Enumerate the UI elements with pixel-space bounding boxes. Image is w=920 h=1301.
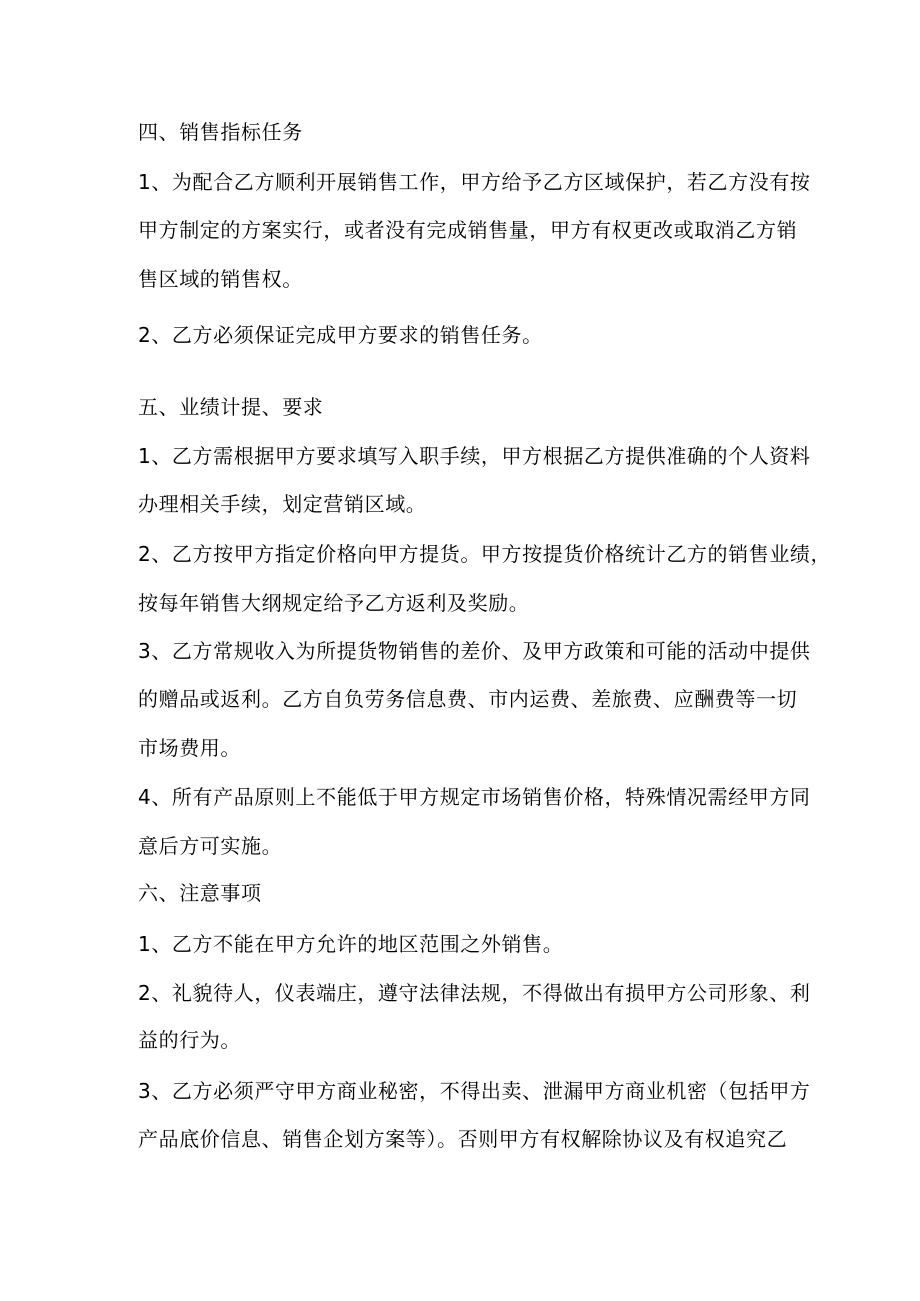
paragraph-line: 1、乙方不能在甲方允许的地区范围之外销售。 [138, 932, 564, 956]
paragraph-line: 市场费用。 [138, 736, 241, 760]
paragraph-line: 益的行为。 [138, 1028, 241, 1052]
paragraph-line: 2、礼貌待人，仪表端庄，遵守法律法规，不得做出有损甲方公司形象、利 [138, 981, 811, 1005]
paragraph-line: 2、乙方按甲方指定价格向甲方提货。甲方按提货价格统计乙方的销售业绩， [138, 542, 832, 566]
section-heading-notes: 六、注意事项 [138, 881, 262, 905]
paragraph-line: 1、为配合乙方顺利开展销售工作，甲方给予乙方区域保护，若乙方没有按 [138, 170, 811, 194]
paragraph-line: 1、乙方需根据甲方要求填写入职手续，甲方根据乙方提供准确的个人资料 [138, 444, 811, 468]
paragraph-line: 售区域的销售权。 [138, 267, 303, 291]
paragraph-line: 甲方制定的方案实行，或者没有完成销售量，甲方有权更改或取消乙方销 [138, 218, 798, 242]
paragraph-line: 意后方可实施。 [138, 834, 283, 858]
paragraph-line: 4、所有产品原则上不能低于甲方规定市场销售价格，特殊情况需经甲方同 [138, 785, 811, 809]
paragraph-line: 办理相关手续，划定营销区域。 [138, 492, 427, 516]
section-heading-performance: 五、业绩计提、要求 [138, 395, 324, 419]
paragraph-line: 3、乙方常规收入为所提货物销售的差价、及甲方政策和可能的活动中提供 [138, 639, 811, 663]
paragraph-line: 按每年销售大纲规定给予乙方返利及奖励。 [138, 591, 530, 615]
paragraph-line: 产品底价信息、销售企划方案等）。否则甲方有权解除协议及有权追究乙 [138, 1127, 788, 1151]
paragraph-line: 3、乙方必须严守甲方商业秘密，不得出卖、泄漏甲方商业机密（包括甲方 [138, 1079, 811, 1103]
paragraph-line: 2、乙方必须保证完成甲方要求的销售任务。 [138, 323, 543, 347]
paragraph-line: 的赠品或返利。乙方自负劳务信息费、市内运费、差旅费、应酬费等一切 [138, 687, 798, 711]
section-heading-sales-targets: 四、销售指标任务 [138, 120, 303, 144]
